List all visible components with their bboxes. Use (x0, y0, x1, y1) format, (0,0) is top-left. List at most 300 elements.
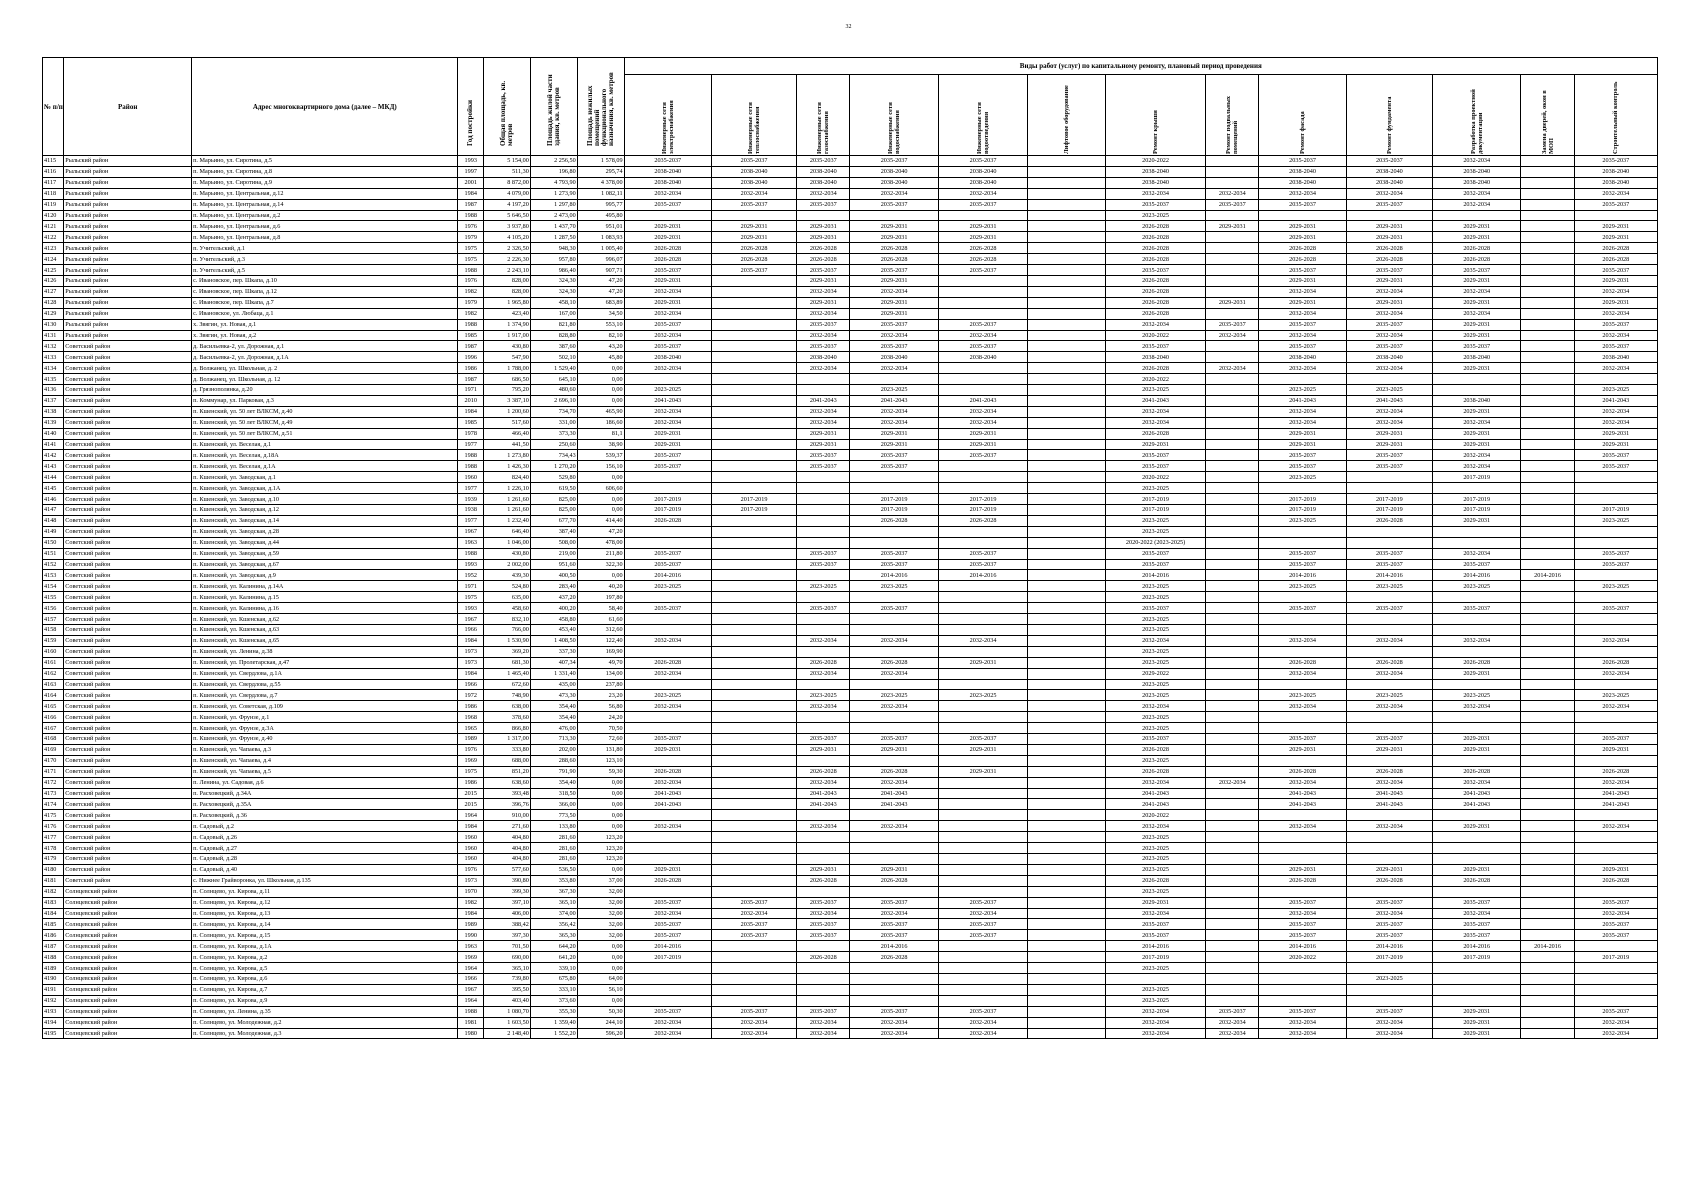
table-cell (1206, 755, 1259, 766)
table-cell: п. Солнцево, ул. Кирова, д.1А (192, 941, 458, 952)
table-cell: 2035-2037 (711, 265, 796, 276)
table-cell: 539,37 (577, 450, 624, 461)
table-cell: 2026-2028 (1106, 297, 1206, 308)
table-cell: 2 473,00 (530, 210, 577, 221)
table-cell: 2029-2031 (1433, 1028, 1521, 1039)
table-cell (1346, 854, 1432, 865)
table-cell: 2032-2034 (850, 668, 938, 679)
table-row (43, 450, 1658, 461)
table-cell (1028, 646, 1106, 657)
table-cell: 2032-2034 (1433, 188, 1521, 199)
table-cell (711, 973, 796, 984)
table-cell: 2032-2034 (797, 701, 850, 712)
table-cell (1028, 984, 1106, 995)
table-cell: 2026-2028 (1574, 766, 1657, 777)
table-cell: 2032-2034 (797, 821, 850, 832)
table-cell: 38,90 (577, 439, 624, 450)
table-cell: 2023-2025 (1346, 581, 1432, 592)
table-cell (1574, 810, 1657, 821)
table-cell (1521, 995, 1574, 1006)
table-cell: 1984 (458, 635, 484, 646)
table-cell: 2035-2037 (1106, 341, 1206, 352)
table-cell: 2029-2031 (1346, 275, 1432, 286)
table-cell: 2029-2031 (1433, 668, 1521, 679)
table-cell: 2032-2034 (938, 1017, 1027, 1028)
table-cell (1028, 330, 1106, 341)
table-cell: 638,60 (484, 777, 531, 788)
table-cell: 4188 (43, 952, 64, 963)
table-cell (1259, 483, 1346, 494)
table-cell: 948,30 (530, 243, 577, 254)
table-cell (711, 701, 796, 712)
table-cell: 1976 (458, 864, 484, 875)
table-cell: п. Солнцево, ул. Кирова, д.11 (192, 886, 458, 897)
table-cell: 2035-2037 (1206, 199, 1259, 210)
table-cell: 2035-2037 (1106, 734, 1206, 745)
table-cell: 2023-2025 (797, 690, 850, 701)
table-cell (938, 526, 1027, 537)
table-cell: 2020-2022 (1106, 374, 1206, 385)
table-cell: 4123 (43, 243, 64, 254)
table-cell: 4135 (43, 374, 64, 385)
table-cell (1028, 723, 1106, 734)
table-cell (1028, 275, 1106, 286)
table-cell (1521, 581, 1574, 592)
table-cell: 2035-2037 (624, 919, 711, 930)
table-cell (938, 537, 1027, 548)
table-cell (1206, 450, 1259, 461)
table-cell: 2032-2034 (1346, 417, 1432, 428)
table-cell (1028, 428, 1106, 439)
table-cell: 2014-2016 (1106, 570, 1206, 581)
table-cell: 828,00 (484, 286, 531, 297)
table-cell: 40,20 (577, 581, 624, 592)
table-cell: 2020-2022 (1259, 952, 1346, 963)
table-cell (797, 646, 850, 657)
table-cell: 4180 (43, 864, 64, 875)
table-cell: п. Кшенский, ул. Ленина, д.38 (192, 646, 458, 657)
table-cell (1521, 973, 1574, 984)
table-cell: 2026-2028 (1346, 243, 1432, 254)
table-cell: 2032-2034 (1206, 1017, 1259, 1028)
table-cell: 1984 (458, 406, 484, 417)
table-cell: 2035-2037 (850, 1006, 938, 1017)
table-cell: 2032-2034 (1574, 1017, 1657, 1028)
table-cell (1259, 995, 1346, 1006)
table-cell: п. Марьино, ул. Сиротина, д.8 (192, 166, 458, 177)
table-cell: 773,50 (530, 810, 577, 821)
table-cell (1028, 766, 1106, 777)
table-cell: п. Кшенский, ул. Заводская, д.44 (192, 537, 458, 548)
table-cell: 2035-2037 (1574, 734, 1657, 745)
table-cell: 825,00 (530, 505, 577, 516)
table-cell (1521, 712, 1574, 723)
table-cell: 237,80 (577, 679, 624, 690)
table-cell (797, 374, 850, 385)
table-cell: 337,30 (530, 646, 577, 657)
table-cell: п. Солнцево, ул. Кирова, д.2 (192, 952, 458, 963)
table-cell (1028, 995, 1106, 1006)
table-cell (711, 952, 796, 963)
table-cell: 56,10 (577, 984, 624, 995)
table-cell: 1 273,80 (484, 450, 531, 461)
table-cell: Рыльский район (64, 243, 192, 254)
table-cell (1521, 221, 1574, 232)
table-cell: 4154 (43, 581, 64, 592)
table-cell: 2035-2037 (1106, 930, 1206, 941)
header-year: Год постройки (458, 58, 484, 156)
table-row (43, 559, 1658, 570)
table-cell: 2032-2034 (1259, 308, 1346, 319)
table-cell: 4 378,00 (577, 177, 624, 188)
table-cell (624, 646, 711, 657)
table-cell (1206, 210, 1259, 221)
table-cell: 2035-2037 (1574, 450, 1657, 461)
table-cell: 2035-2037 (1106, 450, 1206, 461)
table-cell: 2029-2031 (1574, 744, 1657, 755)
table-cell: 2017-2019 (1574, 505, 1657, 516)
table-cell: 2041-2043 (850, 788, 938, 799)
table-cell: 423,40 (484, 308, 531, 319)
table-cell: 47,20 (577, 526, 624, 537)
table-cell (1206, 668, 1259, 679)
table-cell: 0,00 (577, 995, 624, 1006)
table-cell (1574, 483, 1657, 494)
table-cell: 495,80 (577, 210, 624, 221)
table-cell: 2035-2037 (1346, 199, 1432, 210)
table-cell: 2014-2016 (1259, 941, 1346, 952)
table-cell: 2029-2031 (1259, 439, 1346, 450)
table-cell (850, 646, 938, 657)
table-cell: 404,80 (484, 854, 531, 865)
table-cell (797, 570, 850, 581)
table-cell (711, 646, 796, 657)
table-cell (1028, 308, 1106, 319)
table-cell: п. Солнцево, ул. Кирова, д.5 (192, 963, 458, 974)
table-cell: 2041-2043 (1574, 788, 1657, 799)
table-cell: 2023-2025 (1106, 581, 1206, 592)
table-cell: 4186 (43, 930, 64, 941)
table-cell: 2032-2034 (1106, 701, 1206, 712)
table-row (43, 341, 1658, 352)
table-cell: 2041-2043 (1574, 799, 1657, 810)
table-cell: Советский район (64, 570, 192, 581)
table-row (43, 799, 1658, 810)
table-cell: Солнцевский район (64, 995, 192, 1006)
table-cell (938, 941, 1027, 952)
table-cell (1028, 592, 1106, 603)
table-cell (1433, 712, 1521, 723)
table-cell (938, 723, 1027, 734)
table-cell: 2023-2025 (1106, 712, 1206, 723)
table-cell: 2032-2034 (1574, 330, 1657, 341)
table-cell (938, 788, 1027, 799)
table-cell: п. Кшенский, ул. Калинина, д.16 (192, 603, 458, 614)
table-cell: Советский район (64, 603, 192, 614)
table-cell: Советский район (64, 788, 192, 799)
table-cell: 1 529,40 (530, 363, 577, 374)
table-cell: 354,40 (530, 712, 577, 723)
table-cell (938, 864, 1027, 875)
table-cell: 2035-2037 (938, 450, 1027, 461)
table-cell (1028, 930, 1106, 941)
table-cell: 366,00 (530, 799, 577, 810)
table-cell (1346, 755, 1432, 766)
table-cell: 2026-2028 (797, 657, 850, 668)
table-cell: 2029-2031 (1574, 275, 1657, 286)
table-cell: 2029-2031 (624, 864, 711, 875)
table-cell: 2029-2031 (624, 744, 711, 755)
table-cell (1574, 723, 1657, 734)
table-cell (1206, 417, 1259, 428)
table-cell (711, 570, 796, 581)
table-cell: 2029-2031 (938, 766, 1027, 777)
table-cell (1521, 690, 1574, 701)
table-cell: 1 552,20 (530, 1028, 577, 1039)
table-cell (1206, 166, 1259, 177)
table-cell: 748,90 (484, 690, 531, 701)
table-cell: 2017-2019 (624, 505, 711, 516)
table-cell: п. Кшенский, ул. 50 лет ВЛКСМ, д.40 (192, 406, 458, 417)
table-cell: 672,60 (484, 679, 531, 690)
table-cell (1521, 166, 1574, 177)
table-cell: 4138 (43, 406, 64, 417)
table-cell: 2023-2025 (1259, 472, 1346, 483)
table-cell (1206, 428, 1259, 439)
table-cell (1206, 505, 1259, 516)
table-cell (1259, 624, 1346, 635)
table-cell: 2020-2022 (2023-2025) (1106, 537, 1206, 548)
table-cell (711, 799, 796, 810)
table-cell (938, 886, 1027, 897)
table-cell (1521, 592, 1574, 603)
table-cell: 2032-2034 (1106, 1028, 1206, 1039)
table-cell: 365,10 (530, 897, 577, 908)
table-cell: 2029-2031 (797, 744, 850, 755)
table-cell: 4187 (43, 941, 64, 952)
table-cell: 437,20 (530, 592, 577, 603)
table-cell: 2017-2019 (624, 494, 711, 505)
table-cell: 1982 (458, 308, 484, 319)
table-cell: 2023-2025 (1433, 581, 1521, 592)
table-cell: 4121 (43, 221, 64, 232)
table-cell (938, 875, 1027, 886)
table-cell: 2035-2037 (850, 930, 938, 941)
table-cell: 2035-2037 (1346, 265, 1432, 276)
table-cell: д. Волжанец, ул. Школьная, д. 12 (192, 374, 458, 385)
table-cell: 365,30 (530, 930, 577, 941)
table-cell: 2032-2034 (850, 330, 938, 341)
table-cell: 2035-2037 (938, 199, 1027, 210)
table-cell: 2029-2031 (1433, 734, 1521, 745)
table-cell (797, 526, 850, 537)
table-cell: Солнцевский район (64, 963, 192, 974)
table-cell (1028, 374, 1106, 385)
table-cell: 0,00 (577, 494, 624, 505)
table-cell: 2035-2037 (938, 548, 1027, 559)
table-cell (938, 832, 1027, 843)
table-cell: 2032-2034 (938, 330, 1027, 341)
table-cell: 2038-2040 (1106, 177, 1206, 188)
table-cell: 219,00 (530, 548, 577, 559)
table-cell: 186,60 (577, 417, 624, 428)
table-cell: 2029-2031 (850, 439, 938, 450)
table-cell: 635,00 (484, 592, 531, 603)
table-cell: 2035-2037 (797, 603, 850, 614)
table-cell (1521, 657, 1574, 668)
table-row (43, 592, 1658, 603)
table-cell (850, 963, 938, 974)
table-cell: 2032-2034 (624, 188, 711, 199)
table-cell: 2032-2034 (1574, 363, 1657, 374)
table-cell: 1988 (458, 450, 484, 461)
table-cell: 2032-2034 (1346, 308, 1432, 319)
table-cell (938, 701, 1027, 712)
table-cell: 387,60 (530, 341, 577, 352)
table-cell: 2029-2031 (1346, 232, 1432, 243)
table-cell (1028, 668, 1106, 679)
table-cell: 465,90 (577, 406, 624, 417)
table-cell: 1984 (458, 821, 484, 832)
table-cell: 2038-2040 (938, 177, 1027, 188)
table-cell: 369,20 (484, 646, 531, 657)
table-cell: 2029-2031 (624, 439, 711, 450)
table-cell (1433, 995, 1521, 1006)
table-cell: п. Солнцево, ул. Кирова, д.7 (192, 984, 458, 995)
table-cell (1028, 1006, 1106, 1017)
table-cell: Советский район (64, 701, 192, 712)
table-cell: 2032-2034 (1346, 908, 1432, 919)
table-cell: 353,80 (530, 875, 577, 886)
table-cell (711, 559, 796, 570)
table-cell: 2032-2034 (1346, 330, 1432, 341)
table-cell (850, 973, 938, 984)
table-cell (1346, 995, 1432, 1006)
table-cell (938, 297, 1027, 308)
table-cell: 1966 (458, 624, 484, 635)
table-cell: 1987 (458, 199, 484, 210)
table-cell: 2023-2025 (1259, 385, 1346, 396)
table-cell (1346, 832, 1432, 843)
table-row (43, 286, 1658, 297)
table-cell (624, 210, 711, 221)
table-cell (797, 712, 850, 723)
table-cell: 2038-2040 (1259, 177, 1346, 188)
table-cell: 2035-2037 (624, 603, 711, 614)
table-cell: 2026-2028 (1259, 766, 1346, 777)
table-cell (624, 810, 711, 821)
table-cell: 2038-2040 (711, 166, 796, 177)
table-cell: 2032-2034 (850, 363, 938, 374)
table-cell: 81,1 (577, 428, 624, 439)
table-cell (850, 483, 938, 494)
table-cell (1028, 166, 1106, 177)
table-cell: 2032-2034 (797, 188, 850, 199)
table-cell: 2023-2025 (1106, 679, 1206, 690)
table-cell: 2035-2037 (797, 930, 850, 941)
table-cell (1521, 821, 1574, 832)
table-cell: 32,00 (577, 886, 624, 897)
table-cell: 2035-2037 (797, 919, 850, 930)
table-cell (1574, 624, 1657, 635)
table-cell: 400,20 (530, 603, 577, 614)
table-cell: 2035-2037 (797, 1006, 850, 1017)
table-cell: 2035-2037 (711, 919, 796, 930)
table-cell: 2029-2031 (797, 428, 850, 439)
table-cell (797, 810, 850, 821)
table-cell: 1964 (458, 810, 484, 821)
table-cell (1346, 810, 1432, 821)
table-cell: 0,00 (577, 788, 624, 799)
table-cell: с. Ивановское, пер. Шкапа, д.12 (192, 286, 458, 297)
table-cell: 466,40 (484, 428, 531, 439)
table-cell (1521, 232, 1574, 243)
table-cell: 1982 (458, 897, 484, 908)
table-cell (711, 843, 796, 854)
table-cell (1206, 439, 1259, 450)
table-cell (1206, 395, 1259, 406)
table-cell: 2038-2040 (624, 166, 711, 177)
table-cell (1521, 908, 1574, 919)
table-cell: 123,10 (577, 755, 624, 766)
table-row (43, 515, 1658, 526)
table-cell (1574, 537, 1657, 548)
table-cell: 2041-2043 (1433, 799, 1521, 810)
table-row (43, 614, 1658, 625)
table-cell: 244,10 (577, 1017, 624, 1028)
table-cell: Солнцевский район (64, 919, 192, 930)
table-cell: 2014-2016 (624, 570, 711, 581)
table-cell: 641,20 (530, 952, 577, 963)
table-row (43, 570, 1658, 581)
table-cell: п. Садовый, д.2 (192, 821, 458, 832)
table-row (43, 221, 1658, 232)
table-cell: 2035-2037 (1574, 930, 1657, 941)
table-row (43, 308, 1658, 319)
table-cell: 2035-2037 (797, 548, 850, 559)
table-cell (1346, 526, 1432, 537)
table-cell (1206, 952, 1259, 963)
table-cell: 1993 (458, 156, 484, 167)
table-row (43, 275, 1658, 286)
table-cell: 2041-2043 (1259, 799, 1346, 810)
table-cell: 4164 (43, 690, 64, 701)
table-cell: 4139 (43, 417, 64, 428)
table-cell: 0,00 (577, 821, 624, 832)
table-cell: 2015 (458, 799, 484, 810)
table-cell: п. Солнцево, ул. Кирова, д.14 (192, 919, 458, 930)
table-cell (624, 854, 711, 865)
table-cell: п. Садовый, д.27 (192, 843, 458, 854)
table-cell (1028, 832, 1106, 843)
table-row (43, 744, 1658, 755)
table-cell (1521, 439, 1574, 450)
table-cell: 2032-2034 (797, 777, 850, 788)
table-cell: 1979 (458, 297, 484, 308)
table-cell: 2032-2034 (1259, 286, 1346, 297)
table-cell: 2032-2034 (1433, 286, 1521, 297)
table-cell (1028, 395, 1106, 406)
table-cell: 995,77 (577, 199, 624, 210)
table-cell: 0,00 (577, 864, 624, 875)
table-cell: 547,90 (484, 352, 531, 363)
table-cell (1206, 177, 1259, 188)
table-row (43, 919, 1658, 930)
table-cell: 134,00 (577, 668, 624, 679)
table-cell (1028, 254, 1106, 265)
table-cell (1206, 515, 1259, 526)
table-cell (1433, 385, 1521, 396)
